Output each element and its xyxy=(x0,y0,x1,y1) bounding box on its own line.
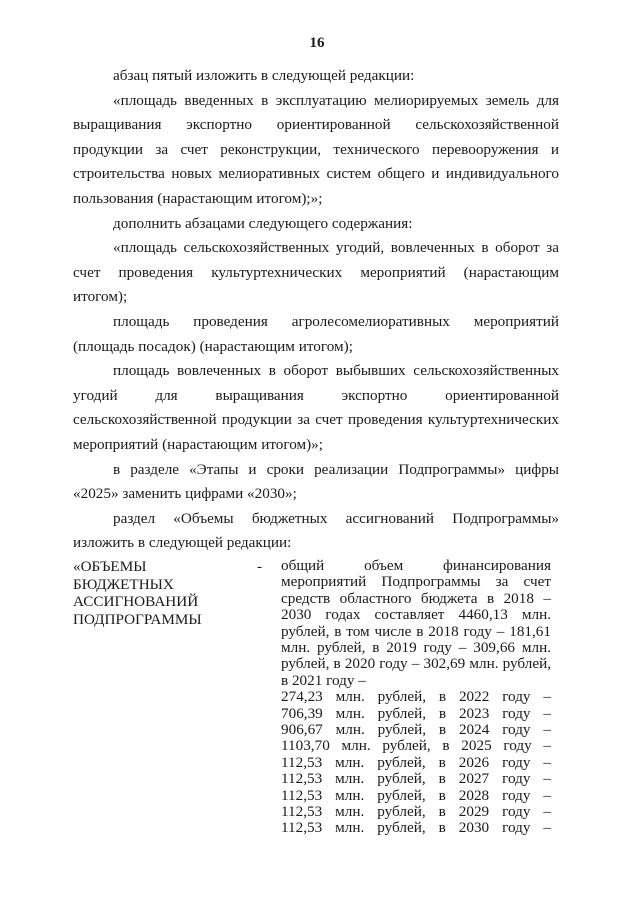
funding-amount: 112,53 xyxy=(281,819,323,837)
funding-dash: – xyxy=(543,704,551,722)
funding-dash: – xyxy=(543,770,551,788)
funding-amount: 1103,70 xyxy=(281,737,330,755)
funding-amount: 112,53 xyxy=(281,786,323,804)
funding-dash: – xyxy=(543,819,551,837)
yearly-list xyxy=(281,689,551,837)
page-number: 16 xyxy=(309,35,325,51)
funding-word: году xyxy=(502,802,531,820)
funding-year: 2023 xyxy=(458,704,490,722)
funding-year: 2028 xyxy=(458,786,490,804)
funding-rub: рублей, xyxy=(377,770,426,788)
document-body xyxy=(73,64,559,556)
section-label-line: ПОДПРОГРАММЫ xyxy=(73,610,202,628)
funding-in: в xyxy=(438,721,447,739)
funding-amount: 112,53 xyxy=(281,753,323,771)
funding-amount: 112,53 xyxy=(281,770,323,788)
paragraph: в разделе «Этапы и сроки реализации Подпрограммы» цифры «2025» заменить цифрами «2030»; xyxy=(73,460,559,503)
funding-year: 2029 xyxy=(458,802,490,820)
paragraph: дополнить абзацами следующего содержания: xyxy=(113,214,413,232)
funding-unit: млн. xyxy=(335,802,365,820)
funding-word: году xyxy=(502,786,531,804)
funding-row xyxy=(281,722,551,738)
funding-year: 2026 xyxy=(458,753,490,771)
paragraph: «площадь введенных в эксплуатацию мелиорируемых земель для выращивания экспортно ориентированной сельскохозяйственной продукции за счет реконструкции, технического перевооружения и строительства новых мелиоративных систем общего и индивидуального пользования (нарастающим итогом);»; xyxy=(73,91,559,207)
funding-in: в xyxy=(438,753,446,771)
funding-row xyxy=(281,689,551,705)
funding-dash: – xyxy=(543,688,551,706)
section-label-line: БЮДЖЕТНЫХ xyxy=(73,575,174,593)
funding-word: году xyxy=(502,721,531,739)
section-dash: - xyxy=(257,558,263,575)
funding-in: в xyxy=(438,802,446,820)
funding-row xyxy=(281,755,551,771)
funding-rub: рублей, xyxy=(382,737,431,755)
funding-row xyxy=(281,706,551,722)
funding-in: в xyxy=(438,688,447,706)
funding-rub: рублей, xyxy=(377,753,426,771)
funding-row xyxy=(281,820,551,836)
paragraph: раздел «Объемы бюджетных ассигнований Подпрограммы» изложить в следующей редакции: xyxy=(73,509,559,552)
funding-unit: млн. xyxy=(335,770,365,788)
funding-dash: – xyxy=(543,753,551,771)
funding-in: в xyxy=(438,704,447,722)
section-label-line: «ОБЪЕМЫ xyxy=(73,558,147,575)
funding-year: 2022 xyxy=(458,688,490,706)
funding-rub: рублей, xyxy=(377,721,427,739)
funding-in: в xyxy=(438,770,446,788)
funding-row xyxy=(281,804,551,820)
funding-unit: млн. xyxy=(335,753,365,771)
paragraph: площадь проведения агролесомелиоративных мероприятий (площадь посадок) (нарастающим итогом); xyxy=(73,312,559,355)
funding-rub: рублей, xyxy=(377,819,426,837)
funding-amount: 906,67 xyxy=(281,721,323,739)
funding-word: году xyxy=(502,704,531,722)
funding-rub: рублей, xyxy=(377,786,426,804)
section-intro: общий объем финансирования мероприятий Подпрограммы за счет средств областного бюджета в 2018 – 2030 годах составляет 4460,13 млн. рублей, в том числе в 2018 году – 181,61 млн. рублей, в 2019 году – 309,66 млн. рублей, в 2020 году – 302,69 млн. рублей, в 2021 году – xyxy=(281,557,551,689)
funding-unit: млн. xyxy=(341,737,371,755)
paragraph: «площадь сельскохозяйственных угодий, вовлеченных в оборот за счет проведения культуртехнических мероприятий (нарастающим итогом); xyxy=(73,239,559,306)
funding-in: в xyxy=(438,786,446,804)
paragraph: абзац пятый изложить в следующей редакции: xyxy=(113,67,415,84)
section-label-line: АССИГНОВАНИЙ xyxy=(73,593,199,611)
funding-dash: – xyxy=(543,721,551,739)
funding-amount: 274,23 xyxy=(281,688,323,706)
funding-amount: 706,39 xyxy=(281,704,323,722)
funding-in: в xyxy=(442,737,450,755)
paragraph: площадь вовлеченных в оборот выбывших сельскохозяйственных угодий для выращивания экспортно ориентированной сельскохозяйственной продукции за счет проведения культуртехнических мероприятий (нарастающим итогом)»; xyxy=(73,362,559,453)
funding-dash: – xyxy=(543,802,551,820)
funding-year: 2024 xyxy=(458,721,490,739)
funding-year: 2025 xyxy=(461,737,492,755)
section-content xyxy=(281,558,551,837)
funding-dash: – xyxy=(543,737,551,755)
funding-word: году xyxy=(502,688,531,706)
funding-row xyxy=(281,738,551,754)
funding-rub: рублей, xyxy=(377,704,427,722)
funding-word: году xyxy=(502,770,531,788)
section-label xyxy=(73,558,243,628)
funding-amount: 112,53 xyxy=(281,802,323,820)
funding-unit: млн. xyxy=(335,819,365,837)
funding-word: году xyxy=(502,819,531,837)
funding-unit: млн. xyxy=(335,704,365,722)
funding-dash: – xyxy=(543,786,551,804)
funding-unit: млн. xyxy=(335,786,365,804)
funding-in: в xyxy=(438,819,446,837)
funding-rub: рублей, xyxy=(377,688,427,706)
funding-word: году xyxy=(502,753,531,771)
funding-row xyxy=(281,788,551,804)
funding-rub: рублей, xyxy=(377,802,426,820)
funding-year: 2027 xyxy=(458,770,490,788)
funding-unit: млн. xyxy=(335,721,365,739)
funding-word: году xyxy=(503,737,532,755)
funding-unit: млн. xyxy=(335,688,365,706)
funding-year: 2030 xyxy=(458,819,490,837)
funding-row xyxy=(281,771,551,787)
